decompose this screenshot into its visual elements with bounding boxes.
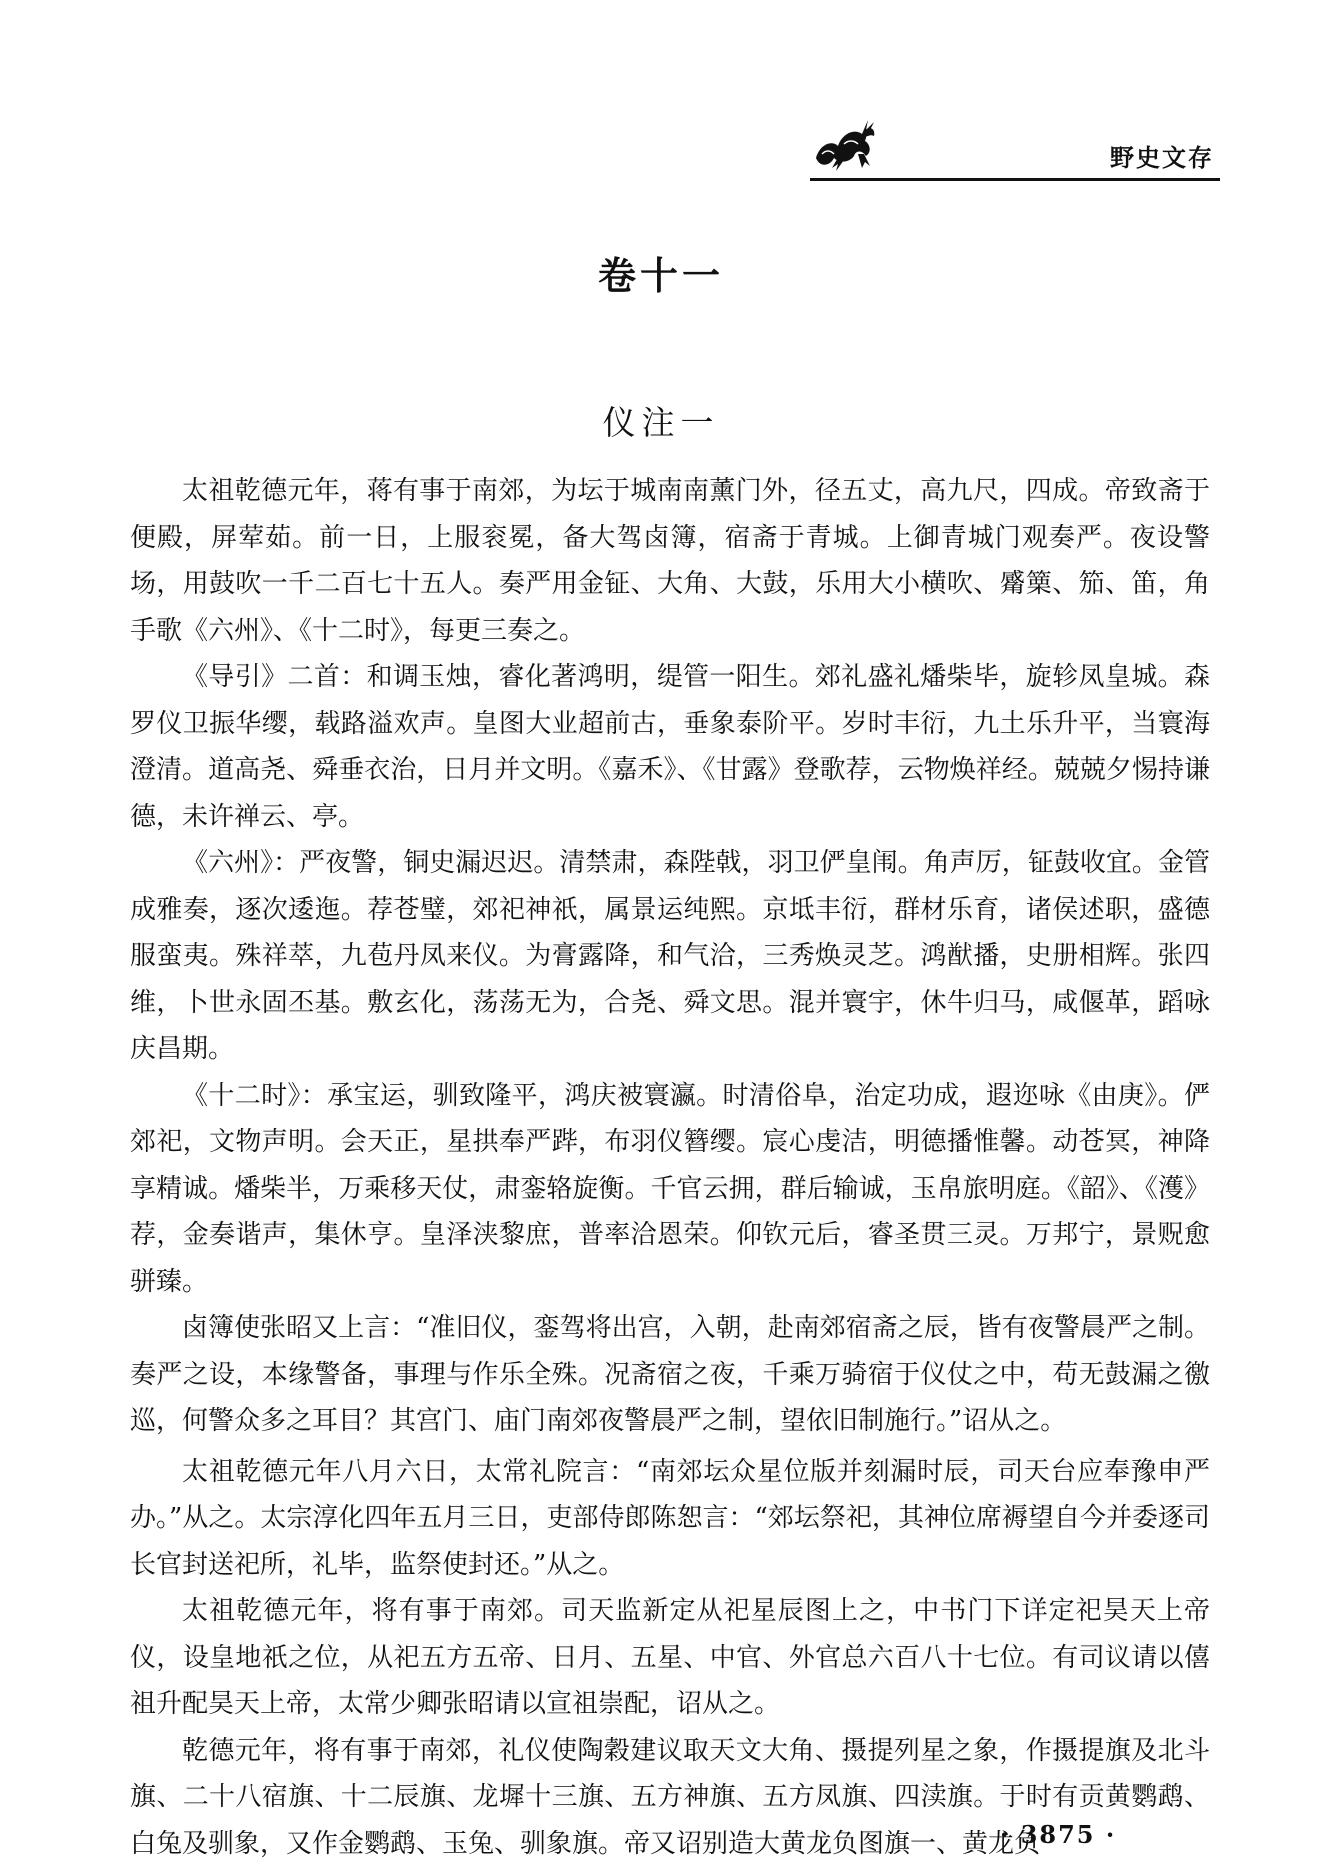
paragraph: 卤簿使张昭又上言：“准旧仪，銮驾将出宫，入朝，赴南郊宿斋之辰，皆有夜警晨严之制。奏严之设，本缘警备，事理与作乐全殊。况斋宿之夜，千乘万骑宿于仪仗之中，苟无鼓漏之徼巡，何警众多之耳目？其宫门、庙门南郊夜警晨严之制，望依旧制施行。”诏从之。 xyxy=(130,1313,1210,1436)
paragraph: 《十二时》：承宝运，驯致隆平，鸿庆被寰瀛。时清俗阜，治定功成，遐迩咏《由庚》。俨郊祀，文物声明。会天正，星拱奉严跸，布羽仪簪缨。宸心虔洁，明德播惟馨。动苍冥，神降享精诚。燔柴半，万乘移天仗，肃銮辂旋衡。千官云拥，群后输诚，玉帛旅明庭。《韶》、《濩》荐，金奏谐声，集休亨。皇泽浃黎庶，普率洽恩荣。仰钦元后，睿圣贯三灵。万邦宁，景贶愈骈臻。 xyxy=(130,1080,1210,1297)
paragraph: 太祖乾德元年，蒋有事于南郊，为坛于城南南薰门外，径五丈，高九尺，四成。帝致斋于便殿，屏荤茹。前一日，上服衮冕，备大驾卤簿，宿斋于青城。上御青城门观奏严。夜设警场，用鼓吹一千二百七十五人。奏严用金钲、大角、大鼓，乐用大小横吹、觱篥、笳、笛，角手歌《六州》、《十二时》，每更三奏之。 xyxy=(130,476,1210,646)
series-title: 野史文存 xyxy=(1110,144,1214,172)
volume-title: 卷十一 xyxy=(597,254,724,298)
section-title: 仪注一 xyxy=(602,403,720,442)
paragraph: 乾德元年，将有事于南郊，礼仪使陶穀建议取天文大角、摄提列星之象，作摄提旗及北斗旗、二十八宿旗、十二辰旗、龙墀十三旗、五方神旗、五方凤旗、四渎旗。于时有贡黄鹦鹉、白兔及驯象，又作金鹦鹉、玉兔、驯象旗。帝又诏别造大黄龙负图旗一、黄龙负 xyxy=(130,1735,1210,1859)
page-number: · 3875 · xyxy=(1000,1820,1117,1849)
paragraph: 太祖乾德元年八月六日，太常礼院言：“南郊坛众星位版并刻漏时辰，司天台应奉豫申严办。”从之。太宗淳化四年五月三日，吏部侍郎陈恕言：“郊坛祭祀，其神位席褥望自今并委逐司长官封送祀所，礼毕，监祭使封还。”从之。 xyxy=(130,1456,1210,1580)
paragraph: 《六州》：严夜警，铜史漏迟迟。清禁肃，森陛戟，羽卫俨皇闱。角声厉，钲鼓收宜。金管成雅奏，逐次逶迤。荐苍璧，郊祀神祇，属景运纯熙。京坻丰衍，群材乐育，诸侯述职，盛德服蛮夷。殊祥萃，九苞丹凤来仪。为膏露降，和气洽，三秀焕灵芝。鸿猷播，史册相辉。张四维，卜世永固丕基。敷玄化，荡荡无为，合尧、舜文思。混并寰宇，休牛归马，咸偃革，蹈咏庆昌期。 xyxy=(130,848,1210,1064)
running-header xyxy=(810,110,1220,180)
paragraph: 太祖乾德元年，将有事于南郊。司天监新定从祀星辰图上之，中书门下详定祀昊天上帝仪，设皇地祇之位，从祀五方五帝、日月、五星、中官、外官总六百八十七位。有司议请以僖祖升配昊天上帝，太常少卿张昭请以宣祖崇配，诏从之。 xyxy=(130,1596,1210,1719)
body-text xyxy=(130,468,1210,1867)
paragraph: 《导引》二首：和调玉烛，睿化著鸿明，缇管一阳生。郊礼盛礼燔柴毕，旋轸凤皇城。森罗仪卫振华缨，载路溢欢声。皇图大业超前古，垂象泰阶平。岁时丰衍，九土乐升平，当寰海澄清。道高尧、舜垂衣治，日月并文明。《嘉禾》、《甘露》登歌荐，云物焕祥经。兢兢夕惕持谦德，未许禅云、亭。 xyxy=(130,662,1210,832)
header-rule xyxy=(810,178,1220,181)
dragon-logo-icon xyxy=(810,114,880,172)
